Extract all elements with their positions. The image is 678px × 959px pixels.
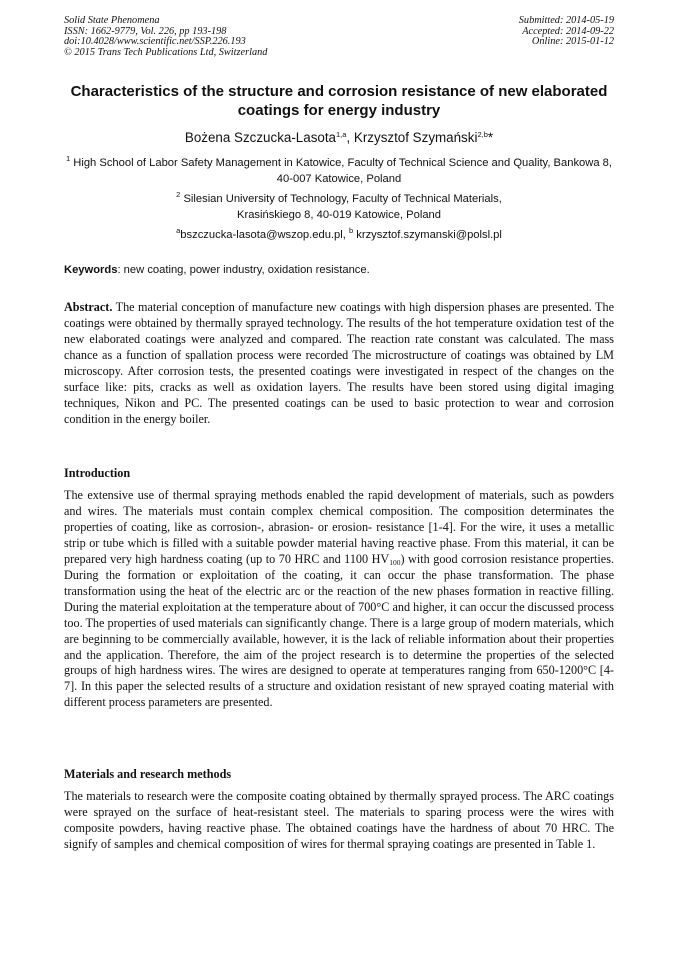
journal-copyright: © 2015 Trans Tech Publications Ltd, Switzerland — [64, 46, 268, 58]
author-line — [60, 130, 618, 146]
journal-name: Solid State Phenomena — [64, 15, 160, 26]
journal-issn: ISSN: 1662-9779, Vol. 226, pp 193-198 — [64, 25, 227, 37]
author-2-superscript: 2,b — [477, 130, 488, 139]
author-1: Bożena Szczucka-Lasota — [184, 130, 337, 145]
affiliation-1 — [60, 156, 618, 187]
abstract-label: Abstract. — [64, 300, 113, 314]
abstract-text: The material conception of manufacture new coatings with high dispersion phases are presented. The coatings were obtained by thermally sprayed technology. The results of the hot temperature oxidation test of the new elaborated coatings were analyzed and compared. The reaction rate constant was calculated. The mass chance as a function of spallation process were recorded The microstructure of coatings was obtained by LM microscopy. After corrosion tests, the presented coatings were investigated in respect of the changes on the surface like: pits, cracks as well as oxidation layers. The results have been stored using digital imaging techniques, Nikon and PC. The presented coatings can be used to basic protection to wear and corrosion condition in the energy boiler. — [64, 300, 614, 426]
introduction-body — [64, 488, 614, 711]
materials-body: The materials to research were the composite coating obtained by thermally sprayed process. The ARC coatings were sprayed on the surface of heat-resistant steel. The materials to sparing process were the wires with composite powders, having reactive phase. The obtained coatings have the hardness of about 70 HRC. The signify of samples and chemical composition of wires for thermal spraying coatings are presented in Table 1. — [64, 789, 614, 851]
author-2: Krzysztof Szymański — [353, 130, 478, 145]
corresponding-author-mark: * — [487, 130, 494, 145]
keywords-label: Keywords — [64, 264, 118, 276]
hv-subscript: 100 — [389, 557, 401, 567]
author-1-superscript: 1,a — [336, 130, 347, 139]
abstract — [64, 300, 614, 428]
keywords — [64, 263, 614, 278]
journal-header-right — [519, 16, 614, 48]
paper-title: Characteristics of the structure and corrosion resistance of new elaborated coatings for energy industry — [70, 83, 608, 119]
email-line — [60, 228, 618, 244]
email-a[interactable]: bszczucka-lasota@wszop.edu.pl, — [180, 229, 349, 241]
journal-header-left — [64, 16, 267, 58]
affiliation-2-line-2: Krasińskiego 8, 40-019 Katowice, Poland — [237, 208, 441, 221]
accepted-date: Accepted: 2014-09-22 — [522, 25, 614, 37]
keywords-text: : new coating, power industry, oxidation resistance. — [117, 264, 370, 276]
introduction-heading: Introduction — [64, 466, 131, 480]
online-date: Online: 2015-01-12 — [531, 36, 614, 48]
affiliation-1-superscript: 1 — [65, 154, 71, 163]
introduction-text-part-1: The extensive use of thermal spraying methods enabled the rapid development of materials, such as powders and wires. The materials must contain complex chemical composition. The composition determinates the properties of coating, like as corrosion-, abrasion- or erosion- resistance [1-4]. For the wire, it uses a metallic strip or tube which is filled with a suitable powder material having reactive phase. From this material, it can be prepared very high hardness coating (up to 70 HRC and 1100 HV — [64, 488, 614, 566]
email-a-superscript: a — [176, 226, 181, 235]
journal-doi: doi:10.4028/www.scientific.net/SSP.226.193 — [64, 36, 246, 48]
affiliation-2 — [60, 192, 618, 223]
submitted-date: Submitted: 2014-05-19 — [518, 15, 614, 26]
email-b[interactable]: krzysztof.szymanski@polsl.pl — [353, 229, 502, 241]
affiliation-2-superscript: 2 — [176, 190, 181, 199]
affiliation-2-line-1: Silesian University of Technology, Faculty of Technical Materials, — [183, 193, 502, 205]
introduction-text-part-2: ) with good corrosion resistance properties. During the formation or exploitation of the coating, it can occur the phase transformation. The phase transformation using the heat of the electric arc or the reaction of the new phases formation in reactive filling. During the material exploitation at the temperature about of 700°C and higher, it can occur the discussed process too. The properties of used materials can significantly change. There is a large group of modern materials, which are beginning to be commercially available, however, it is the lack of reliable information about their properties and the application. Therefore, the aim of the project research is to determine the properties of the selected groups of high hardness wires. The wires are designed to operate at temperatures ranging from 650-1200°C [4-7]. In this paper the selected results of a structure and oxidation resistant of new sprayed coating material with different process parameters are presented. — [64, 551, 614, 710]
affiliation-1-text: High School of Labor Safety Management in Katowice, Faculty of Technical Science and Quality, Bankowa 8, 40-007 Katowice, Poland — [73, 157, 613, 185]
author-separator: , — [346, 130, 354, 145]
email-b-superscript: b — [348, 226, 354, 235]
materials-heading: Materials and research methods — [64, 767, 232, 781]
